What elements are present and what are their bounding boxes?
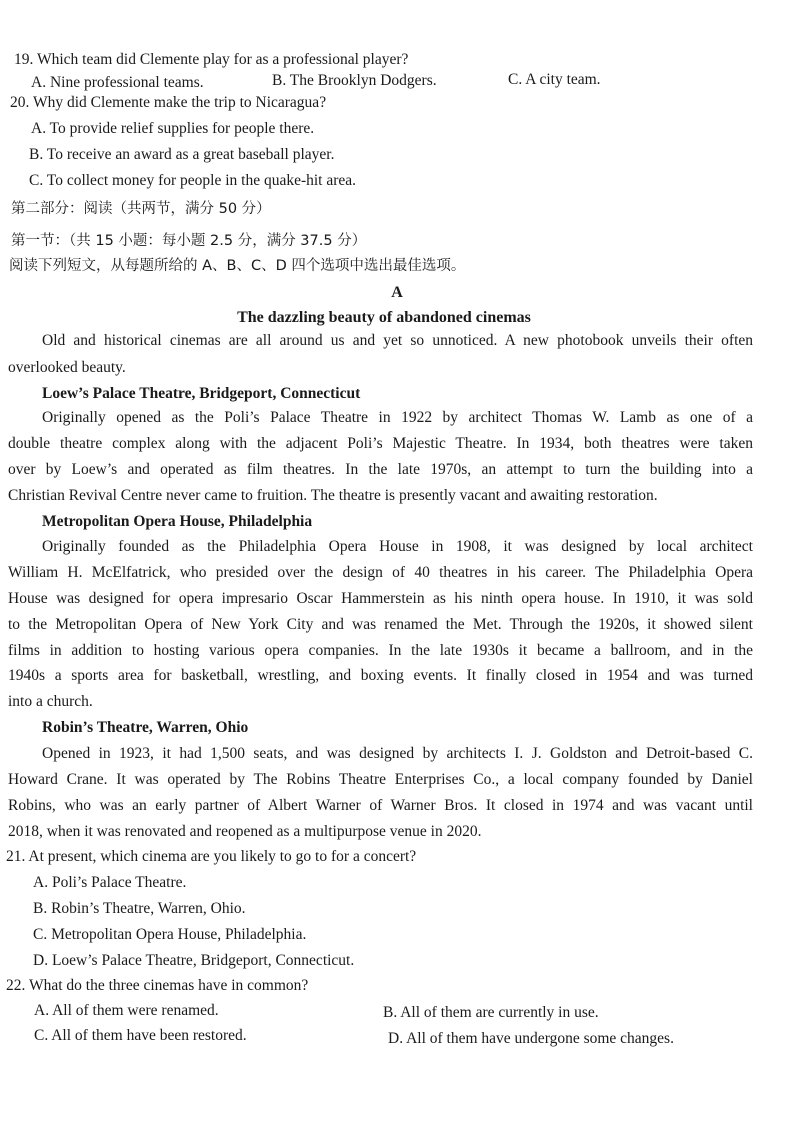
passage-title: The dazzling beauty of abandoned cinemas xyxy=(237,309,531,326)
question-19-option-a: A. Nine professional teams. xyxy=(31,74,204,91)
question-21-option-c: C. Metropolitan Opera House, Philadelphia. xyxy=(33,926,307,943)
question-19-option-b: B. The Brooklyn Dodgers. xyxy=(272,72,437,89)
paragraph-2-line-1: Originally founded as the Philadelphia Opera House in 1908, it was designed by local architect xyxy=(42,538,753,555)
question-22-option-b: B. All of them are currently in use. xyxy=(383,1004,599,1021)
paragraph-1-line-4: Christian Revival Centre never came to fruition. The theatre is presently vacant and awaiting restoration. xyxy=(8,487,658,504)
question-21-option-d: D. Loew’s Palace Theatre, Bridgeport, Connecticut. xyxy=(33,952,355,969)
question-22-option-d: D. All of them have undergone some changes. xyxy=(388,1030,674,1047)
question-21-stem: 21. At present, which cinema are you likely to go to for a concert? xyxy=(6,848,417,865)
subheading-loews-palace: Loew’s Palace Theatre, Bridgeport, Connecticut xyxy=(42,385,361,402)
reading-instructions: 阅读下列短文，从每题所给的 A、B、C、D 四个选项中选出最佳选项。 xyxy=(9,258,466,274)
question-20-option-a: A. To provide relief supplies for people there. xyxy=(31,120,315,137)
question-20-option-c: C. To collect money for people in the quake-hit area. xyxy=(29,172,357,189)
paragraph-1-line-2: double theatre complex along with the adjacent Poli’s Majestic Theatre. In 1934, both theatres were taken xyxy=(8,435,753,452)
paragraph-2-line-5: films in addition to hosting various opera companies. In the late 1930s it became a ballroom, and in the xyxy=(8,642,753,659)
subheading-metropolitan-opera: Metropolitan Opera House, Philadelphia xyxy=(42,513,313,530)
question-21-option-a: A. Poli’s Palace Theatre. xyxy=(33,874,187,891)
question-20-stem: 20. Why did Clemente make the trip to Nicaragua? xyxy=(10,94,327,111)
paragraph-2-line-2: William H. McElfatrick, who presided over the design of 40 theatres in his career. The Philadelphia Opera xyxy=(8,564,753,581)
question-22-option-c: C. All of them have been restored. xyxy=(34,1027,247,1044)
paragraph-2-line-6: 1940s a sports area for basketball, wrestling, and boxing events. It finally closed in 1954 and was turned xyxy=(8,667,753,684)
question-20-option-b: B. To receive an award as a great baseball player. xyxy=(29,146,335,163)
paragraph-3-line-2: Howard Crane. It was operated by The Robins Theatre Enterprises Co., a local company founded by Daniel xyxy=(8,771,753,788)
passage-letter: A xyxy=(391,284,403,301)
paragraph-2-line-7: into a church. xyxy=(8,693,93,710)
subheading-robins-theatre: Robin’s Theatre, Warren, Ohio xyxy=(42,719,249,736)
paragraph-1-line-1: Originally opened as the Poli’s Palace Theatre in 1922 by architect Thomas W. Lamb as one of a xyxy=(42,409,753,426)
passage-intro-line-1: Old and historical cinemas are all around us and yet so unnoticed. A new photobook unveils their often xyxy=(42,332,753,349)
question-19-option-c: C. A city team. xyxy=(508,71,601,88)
paragraph-1-line-3: over by Loew’s and operated as film theatres. In the late 1970s, an attempt to turn the building into a xyxy=(8,461,753,478)
question-22-option-a: A. All of them were renamed. xyxy=(34,1002,219,1019)
paragraph-3-line-4: 2018, when it was renovated and reopened as a multipurpose venue in 2020. xyxy=(8,823,482,840)
question-19-stem: 19. Which team did Clemente play for as a professional player? xyxy=(14,51,409,68)
part-two-heading: 第二部分：阅读（共两节，满分 50 分） xyxy=(11,201,271,217)
passage-intro-line-2: overlooked beauty. xyxy=(8,359,126,376)
paragraph-2-line-3: House was designed for opera impresario Oscar Hammerstein as his ninth opera house. In 1910, it was sold xyxy=(8,590,753,607)
question-22-stem: 22. What do the three cinemas have in common? xyxy=(6,977,309,994)
paragraph-3-line-3: Robins, who was an early partner of Albert Warner of Warner Bros. It closed in 1974 and was vacant until xyxy=(8,797,753,814)
paragraph-2-line-4: to the Metropolitan Opera of New York City and was renamed the Met. Through the 1920s, it showed silent xyxy=(8,616,753,633)
section-one-heading: 第一节：（共 15 小题：每小题 2.5 分，满分 37.5 分） xyxy=(11,233,367,249)
question-21-option-b: B. Robin’s Theatre, Warren, Ohio. xyxy=(33,900,246,917)
paragraph-3-line-1: Opened in 1923, it had 1,500 seats, and was designed by architects I. J. Goldston and Detroit-based C. xyxy=(42,745,753,762)
